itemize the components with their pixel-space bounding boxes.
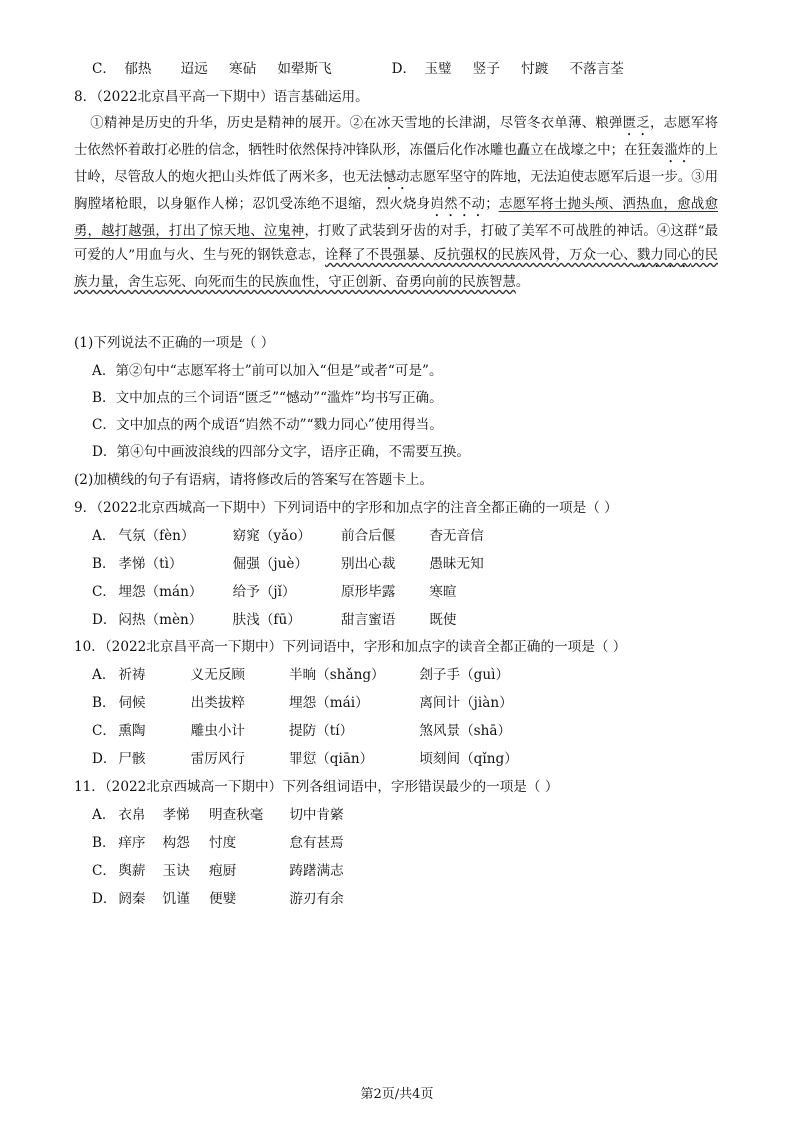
option-label: D．: [92, 891, 117, 907]
option-d-word: 不落言荃: [569, 61, 624, 77]
question-9-header: 9．（2022北京西城高一下期中）下列词语中的字形和加点字的注音全都正确的一项是（ ）: [74, 500, 618, 516]
option-word: 甜言蜜语: [340, 612, 396, 628]
option-word: 前合后偃: [340, 528, 396, 544]
question-11-header: 11．（2022北京西城高一下期中）下列各组词语中，字形错误最少的一项是（ ）: [74, 779, 559, 795]
option-label: A．: [92, 807, 116, 823]
option-d-label: D．: [391, 61, 417, 77]
option-word: 踌躇满志: [289, 863, 344, 879]
q8-option-c: C．文中加点的两个成语“岿然不动”“戮力同心”使用得当。: [92, 417, 443, 433]
passage-text: 志愿军坚守的阵地，无法迫使志愿军后退一步。③用胸膛堵枪眼，以身躯作人梯；忍饥受冻绝不退缩，烈火烧身: [74, 170, 719, 212]
option-word: 祈祷: [118, 667, 146, 683]
option-word: 既使: [429, 612, 457, 628]
option-word: 刽子手（guì）: [419, 667, 510, 683]
option-word: 阏秦: [118, 891, 146, 907]
underlined-sentence: 志愿军将士抛头颅、洒热血，愈战愈勇，越打越强，打出了惊天地、泣鬼神: [74, 197, 719, 239]
q9-option-d: [92, 611, 457, 629]
option-label: A．: [92, 528, 116, 544]
q10-option-a: [92, 666, 509, 684]
option-word: 愚昧无知: [429, 556, 484, 572]
dotted-word: 戮力同心: [636, 248, 692, 263]
q11-option-c: [92, 862, 344, 880]
option-word: 倔强（juè）: [232, 556, 309, 572]
option-word: 雷厉风行: [190, 751, 246, 767]
option-word: 熏陶: [118, 723, 146, 739]
option-word: 杳无音信: [429, 528, 484, 544]
option-word: 孝悌: [162, 807, 190, 823]
q8-option-d: D．第④句中画波浪线的四部分文字，语序正确，不需要互换。: [92, 444, 470, 460]
dotted-word: 岿然不动: [430, 197, 486, 212]
question-10-header: 10．（2022北京昌平高一下期中）下列词语中，字形和加点字的读音全都正确的一项是（ ）: [74, 639, 627, 655]
option-word: 怠有甚焉: [289, 835, 344, 851]
option-word: 游刃有余: [289, 891, 344, 907]
option-word: 疱厨: [208, 863, 237, 879]
option-word: 便嬖: [208, 891, 237, 907]
option-c-word: 迢远: [180, 61, 208, 77]
passage-text: ，打败了武装到牙齿的对手，打破了美军不可战胜的神话。④这群“最可爱的人”用血与火、生与死的钢铁意志，: [74, 224, 719, 263]
option-word: 窈窕（yǎo）: [232, 528, 311, 544]
q11-option-a: [92, 806, 344, 824]
option-d-word: 竖子: [472, 61, 500, 77]
option-label: C．: [92, 863, 116, 879]
option-label: B．: [92, 695, 116, 711]
dotted-word: 匮乏: [622, 116, 651, 131]
option-word: 尸骸: [118, 751, 146, 767]
option-word: 原形毕露: [340, 584, 396, 600]
q9-option-c: [92, 583, 457, 601]
option-word: 顷刻间（qǐng）: [419, 751, 518, 767]
option-word: 切中肯綮: [289, 807, 344, 823]
q11-option-d: [92, 890, 344, 908]
option-word: 孝悌（tì）: [118, 556, 183, 572]
passage-text: ①精神是历史的升华，历史是精神的展开。②在冰天雪地的长津湖，尽管冬衣单薄、粮弹: [90, 116, 623, 131]
option-word: 气氛（fèn）: [118, 528, 195, 544]
passage-text: ；: [485, 197, 499, 212]
option-word: 煞风景（shā）: [419, 723, 512, 739]
option-label: D．: [92, 751, 117, 767]
option-word: 明查秋毫: [208, 807, 264, 823]
option-word: 忖度: [208, 835, 237, 851]
question-8-sub1: (1)下列说法不正确的一项是（ ）: [74, 335, 275, 351]
option-word: 痒序: [118, 835, 146, 851]
q8-option-a: A．第②句中“志愿军将士”前可以加入“但是”或者“可是”。: [92, 363, 443, 379]
q10-option-d: [92, 750, 518, 768]
option-word: 半晌（shǎng）: [288, 667, 385, 683]
option-word: 饥谨: [162, 891, 190, 907]
option-word: 埋怨（mái）: [288, 695, 369, 711]
option-word: 构怨: [162, 835, 190, 851]
dotted-word: 滥炸: [664, 143, 692, 158]
q10-option-c: [92, 722, 511, 740]
option-word: 舆薪: [118, 863, 146, 879]
q11-option-b: [92, 834, 344, 852]
option-c-label: C．: [92, 61, 116, 77]
q9-option-b: [92, 555, 484, 573]
option-word: 伺候: [118, 695, 146, 711]
option-c-word: 如翚斯飞: [277, 61, 332, 77]
q8-option-b: B．文中加点的三个词语“匮乏”“憾动”“滥炸”均书写正确。: [92, 390, 443, 406]
option-word: 离间计（jiàn）: [419, 695, 513, 711]
option-c-word: 寒砧: [228, 61, 257, 77]
option-word: 肤浅（fū）: [232, 612, 301, 628]
option-word: 罪愆（qiān）: [288, 751, 374, 767]
wavy-underlined-text: 诠释了不畏强暴、反抗强权的民族风骨，万众一心、: [325, 248, 637, 263]
dotted-word: 憾动: [382, 170, 410, 185]
option-word: 衣帛: [118, 807, 146, 823]
wavy-underlined-text: 的民族力量，舍生忘死、向死而生的民族血性，守正创新、奋勇向前的民族智慧: [74, 248, 719, 290]
option-c-word: 郁热: [124, 61, 152, 77]
option-word: 闷热（mèn）: [118, 612, 203, 628]
page-number-footer: 第2页/共4页: [360, 1087, 434, 1102]
option-word: 埋怨（mán）: [118, 584, 203, 600]
option-d-word: 忖踱: [521, 61, 549, 77]
option-word: 提防（tí）: [288, 723, 354, 739]
option-word: 寒暄: [429, 584, 457, 600]
passage-text: ，志愿军将士依然怀着敢打必胜的信念，牺牲时依然保持冲锋队形，冻僵后化作冰雕也矗立在战壕之中；在狂轰: [74, 116, 719, 158]
option-word: 玉诀: [162, 863, 190, 879]
question-8-header: 8．（2022北京昌平高一下期中）语言基础运用。: [74, 89, 369, 105]
option-d-word: 玉璧: [424, 61, 452, 77]
option-label: D．: [92, 612, 117, 628]
option-word: 义无反顾: [190, 667, 246, 683]
option-word: 出类拔粹: [190, 695, 246, 711]
option-label: A．: [92, 667, 116, 683]
q10-option-b: [92, 694, 513, 712]
question-8-passage: [74, 112, 718, 295]
prev-question-options-c-d: [92, 60, 624, 78]
q9-option-a: [92, 527, 484, 545]
option-label: C．: [92, 584, 116, 600]
passage-text: 。: [515, 275, 530, 290]
option-label: B．: [92, 556, 116, 572]
option-word: 雕虫小计: [190, 723, 246, 739]
option-label: B．: [92, 835, 116, 851]
option-word: 别出心裁: [340, 556, 396, 572]
passage-text: 的上甘岭，尽管敌人的炮火把山头炸低了两米多，也无法: [74, 143, 719, 185]
option-label: C．: [92, 723, 116, 739]
question-8-sub2: (2)加横线的句子有语病，请将修改后的答案写在答题卡上。: [74, 472, 434, 488]
option-word: 给予（jǐ）: [232, 584, 296, 600]
